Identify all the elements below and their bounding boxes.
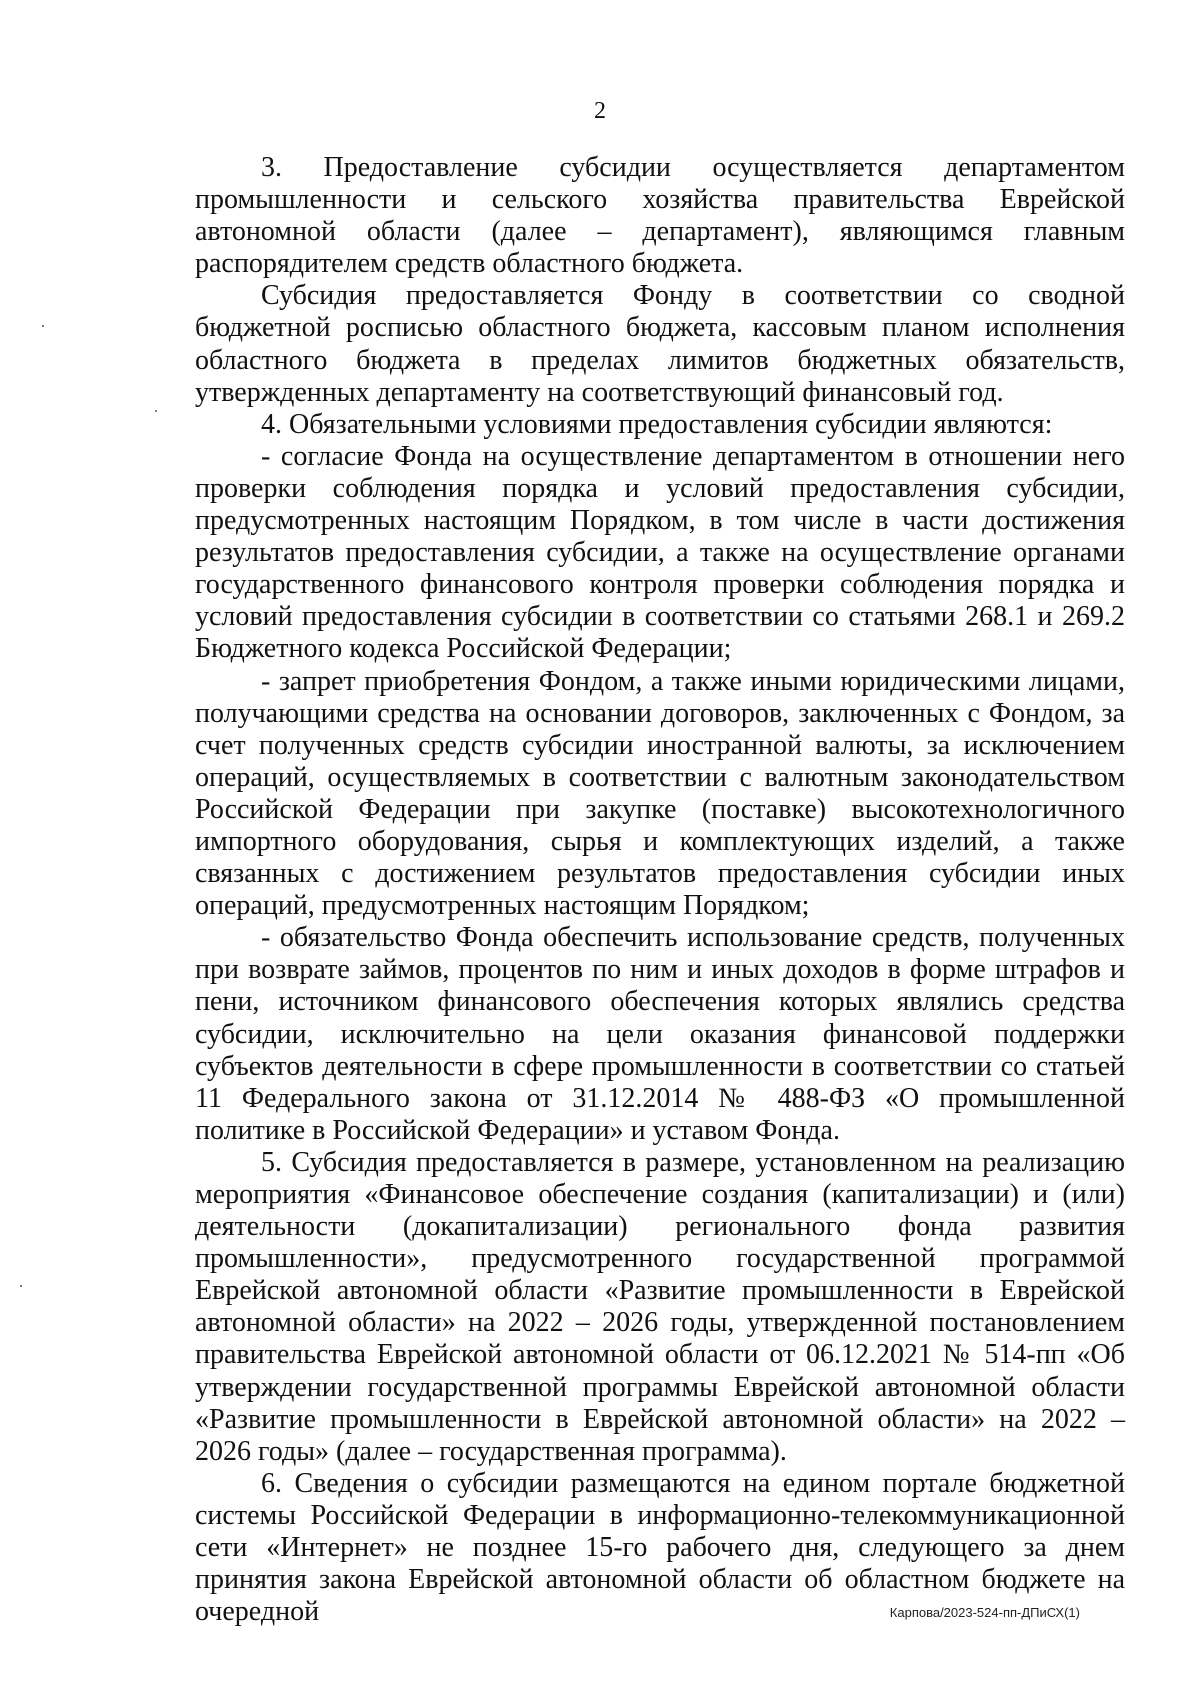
paragraph-clause-6: 6. Сведения о субсидии размещаются на едином портале бюджетной системы Российской Федерации в информационно-телекоммуникационной сети «Интернет» не позднее 15-го рабочего дня, следующего за днем принятия закона Еврейской автономной области об областном бюджете на очередной: [195, 1467, 1125, 1628]
paragraph-clause-5: 5. Субсидия предоставляется в размере, установленном на реализацию мероприятия «Финансовое обеспечение создания (капитализации) и (или) деятельности (докапитализации) регионального фонда развития промышленности», предусмотренного государственной программой Еврейской автономной области «Развитие промышленности в Еврейской автономной области» на 2022 – 2026 годы, утвержденной постановлением правительства Еврейской автономной области от 06.12.2021 № 514-пп «Об утверждении государственной программы Еврейской автономной области «Развитие промышленности в Еврейской автономной области» на 2022 – 2026 годы» (далее – государственная программа).: [195, 1146, 1125, 1467]
paragraph-clause-3: 3. Предоставление субсидии осуществляется департаментом промышленности и сельского хозяйства правительства Еврейской автономной области (далее – департамент), являющимся главным распорядителем средств областного бюджета.: [195, 152, 1125, 280]
document-body: [195, 152, 1125, 1628]
scan-speck: [42, 325, 44, 327]
document-footer-code: Карпова/2023-524-пп-ДПиСХ(1): [889, 1605, 1080, 1620]
scan-speck: [155, 410, 157, 412]
page-number: 2: [594, 98, 606, 124]
scan-speck: [20, 1285, 22, 1287]
list-item-obligation: - обязательство Фонда обеспечить использование средств, полученных при возврате займов, процентов по ним и иных доходов в форме штрафов и пени, источником финансового обеспечения которых являлись средства субсидии, исключительно на цели оказания финансовой поддержки субъектов деятельности в сфере промышленности в соответствии со статьей 11 Федерального закона от 31.12.2014 № 488-ФЗ «О промышленной политике в Российской Федерации» и уставом Фонда.: [195, 922, 1125, 1146]
list-item-prohibition: - запрет приобретения Фондом, а также иными юридическими лицами, получающими средства на основании договоров, заключенных с Фондом, за счет полученных средств субсидии иностранной валюты, за исключением операций, осуществляемых в соответствии с валютным законодательством Российской Федерации при закупке (поставке) высокотехнологичного импортного оборудования, сырья и комплектующих изделий, а также связанных с достижением результатов предоставления субсидии иных операций, предусмотренных настоящим Порядком;: [195, 665, 1125, 922]
paragraph-clause-4: 4. Обязательными условиями предоставления субсидии являются:: [261, 408, 1053, 440]
paragraph-subsidy-provision: Субсидия предоставляется Фонду в соответствии со сводной бюджетной росписью областного бюджета, кассовым планом исполнения областного бюджета в пределах лимитов бюджетных обязательств, утвержденных департаменту на соответствующий финансовый год.: [195, 280, 1125, 408]
list-item-consent: - согласие Фонда на осуществление департаментом в отношении него проверки соблюдения порядка и условий предоставления субсидии, предусмотренных настоящим Порядком, в том числе в части достижения результатов предоставления субсидии, а также на осуществление органами государственного финансового контроля проверки соблюдения порядка и условий предоставления субсидии в соответствии со статьями 268.1 и 269.2 Бюджетного кодекса Российской Федерации;: [195, 440, 1125, 665]
